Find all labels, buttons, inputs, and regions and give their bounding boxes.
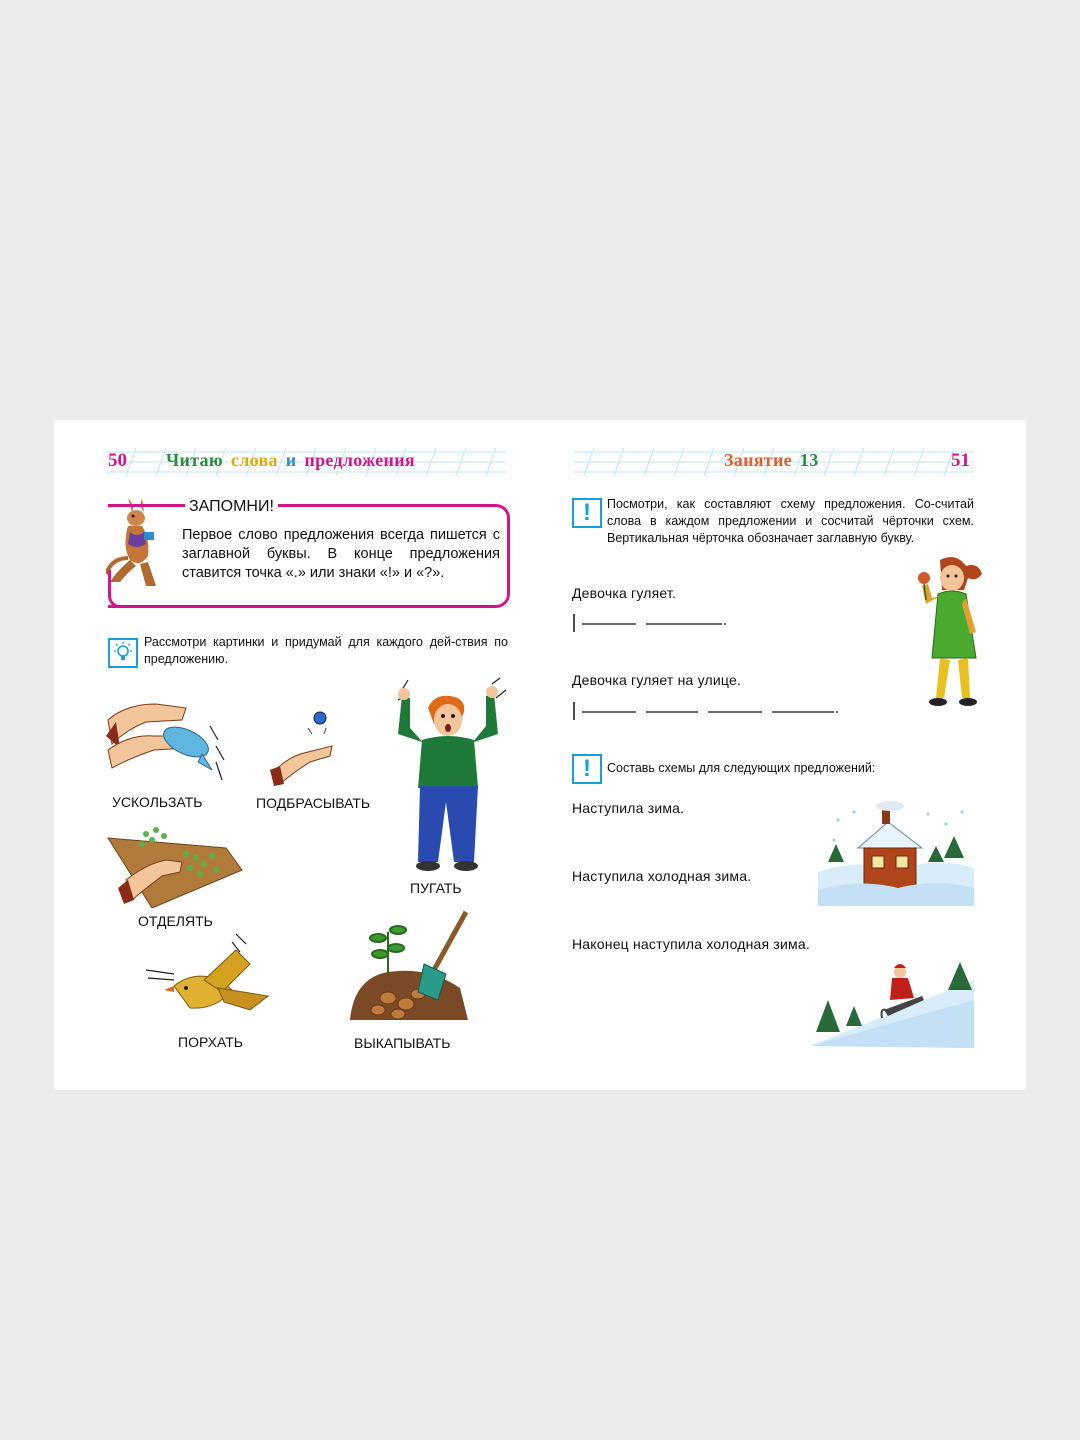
caption-separate: ОТДЕЛЯТЬ — [138, 913, 213, 929]
remember-title: ЗАПОМНИ! — [185, 498, 278, 516]
title-word: Занятие — [724, 450, 792, 470]
task-text: Посмотри, как составляют схему предложения. Со-считай слова в каждом предложении и сосчитай чёрточки схем. Вертикальная чёрточка обозначает заглавную букву. — [607, 497, 974, 545]
lightbulb-icon — [108, 638, 138, 668]
sentence-scheme — [572, 700, 842, 722]
book-spread — [54, 420, 1026, 1090]
left-header — [106, 448, 506, 474]
exclamation-icon: ! — [572, 754, 602, 784]
caption-slip: УСКОЛЬЗАТЬ — [112, 794, 203, 810]
page-number: 51 — [951, 450, 970, 471]
bird-illustration — [144, 930, 272, 1026]
toss-ball-illustration — [268, 710, 340, 786]
title-word: Читаю — [166, 450, 223, 470]
girl-with-flower-illustration — [904, 552, 988, 712]
right-header — [574, 448, 974, 474]
page-number: 50 — [108, 450, 127, 471]
remember-rule-text: Первое слово предложения всегда пишется с заглавной буквы. В конце предложения ставится точка «.» или знаки «!» и «?». — [182, 527, 500, 581]
winter-house-illustration — [818, 800, 974, 906]
caption-flutter: ПОРХАТЬ — [178, 1034, 243, 1050]
remember-box-corner — [108, 570, 128, 608]
lesson-title — [724, 450, 827, 471]
exercise-sentence: Наступила зима. — [572, 800, 685, 816]
right-page — [540, 420, 1026, 1090]
scared-boy-illustration — [388, 676, 510, 872]
caption-toss: ПОДБРАСЫВАТЬ — [256, 795, 371, 811]
exercise-sentence: Наступила холодная зима. — [572, 868, 752, 884]
section-title — [166, 450, 423, 471]
exclamation-icon: ! — [572, 498, 602, 528]
caption-dig: ВЫКАПЫВАТЬ — [354, 1035, 451, 1051]
title-word: слова — [230, 450, 278, 470]
tray-peas-illustration — [106, 824, 244, 908]
sentence-scheme — [572, 612, 732, 634]
fish-hands-illustration — [106, 696, 228, 796]
title-word: 13 — [799, 450, 819, 470]
caption-scare: ПУГАТЬ — [410, 880, 462, 896]
task-text: Составь схемы для следующих предложений: — [607, 761, 876, 775]
left-page — [54, 420, 540, 1090]
shovel-potatoes-illustration — [348, 908, 474, 1024]
title-word: и — [285, 450, 297, 470]
example-sentence: Девочка гуляет. — [572, 585, 677, 601]
exercise-sentence: Наконец наступила холодная зима. — [572, 936, 810, 952]
example-sentence: Девочка гуляет на улице. — [572, 672, 742, 688]
title-word: предложения — [304, 450, 415, 470]
task-text: Рассмотри картинки и придумай для каждого дей-ствия по предложению. — [144, 635, 508, 666]
sledding-kid-illustration — [810, 960, 974, 1048]
